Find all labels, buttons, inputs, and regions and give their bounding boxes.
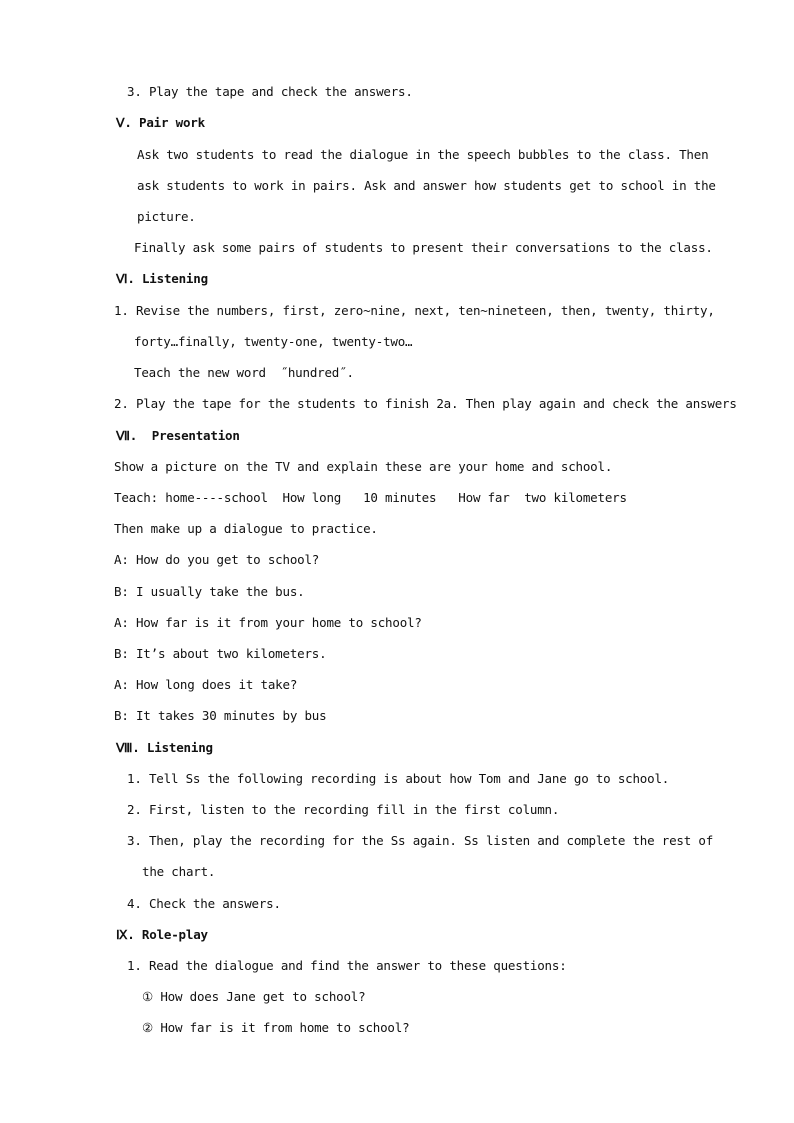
presentation-text-line: Show a picture on the TV and explain these are your home and school. bbox=[114, 459, 613, 474]
section-heading-listening-8: Ⅷ. Listening bbox=[116, 740, 213, 755]
step-3-check-answers: 3. Play the tape and check the answers. bbox=[127, 84, 413, 99]
pair-work-text-line: ask students to work in pairs. Ask and answer how students get to school in the bbox=[137, 178, 716, 193]
listening-8-step: 3. Then, play the recording for the Ss again. Ss listen and complete the rest of bbox=[127, 833, 714, 848]
listening-step-1-continued: forty…finally, twenty-one, twenty-two… bbox=[134, 334, 413, 349]
section-heading-presentation: Ⅶ. Presentation bbox=[116, 428, 240, 443]
section-heading-listening-6: Ⅵ. Listening bbox=[116, 271, 208, 286]
listening-8-step: 1. Tell Ss the following recording is about how Tom and Jane go to school. bbox=[127, 771, 670, 786]
listening-8-step: 4. Check the answers. bbox=[127, 896, 281, 911]
section-heading-role-play: Ⅸ. Role-play bbox=[116, 927, 208, 942]
presentation-text-line: Then make up a dialogue to practice. bbox=[114, 521, 378, 536]
pair-work-text-line: picture. bbox=[137, 209, 196, 224]
question-2: ② How far is it from home to school? bbox=[142, 1020, 410, 1035]
dialogue-line: A: How far is it from your home to school? bbox=[114, 615, 422, 630]
role-play-step-1: 1. Read the dialogue and find the answer to these questions: bbox=[127, 958, 567, 973]
teach-new-word: Teach the new word ˝hundred˝. bbox=[134, 365, 354, 380]
dialogue-line: B: It takes 30 minutes by bus bbox=[114, 708, 327, 723]
listening-step-1: 1. Revise the numbers, first, zero~nine, next, ten~nineteen, then, twenty, thirty, bbox=[114, 303, 715, 318]
dialogue-line: B: It’s about two kilometers. bbox=[114, 646, 327, 661]
dialogue-line: A: How long does it take? bbox=[114, 677, 298, 692]
question-1: ① How does Jane get to school? bbox=[142, 989, 366, 1004]
listening-8-step: 2. First, listen to the recording fill in the first column. bbox=[127, 802, 560, 817]
section-heading-pair-work: Ⅴ. Pair work bbox=[116, 115, 205, 130]
presentation-teach-line: Teach: home----school How long 10 minutes How far two kilometers bbox=[114, 490, 627, 505]
pair-work-text-line: Finally ask some pairs of students to present their conversations to the class. bbox=[134, 240, 713, 255]
dialogue-line: B: I usually take the bus. bbox=[114, 584, 305, 599]
pair-work-text-line: Ask two students to read the dialogue in the speech bubbles to the class. Then bbox=[137, 147, 709, 162]
listening-step-2: 2. Play the tape for the students to finish 2a. Then play again and check the answers bbox=[114, 396, 737, 411]
dialogue-line: A: How do you get to school? bbox=[114, 552, 320, 567]
listening-8-step-continued: the chart. bbox=[142, 864, 216, 879]
